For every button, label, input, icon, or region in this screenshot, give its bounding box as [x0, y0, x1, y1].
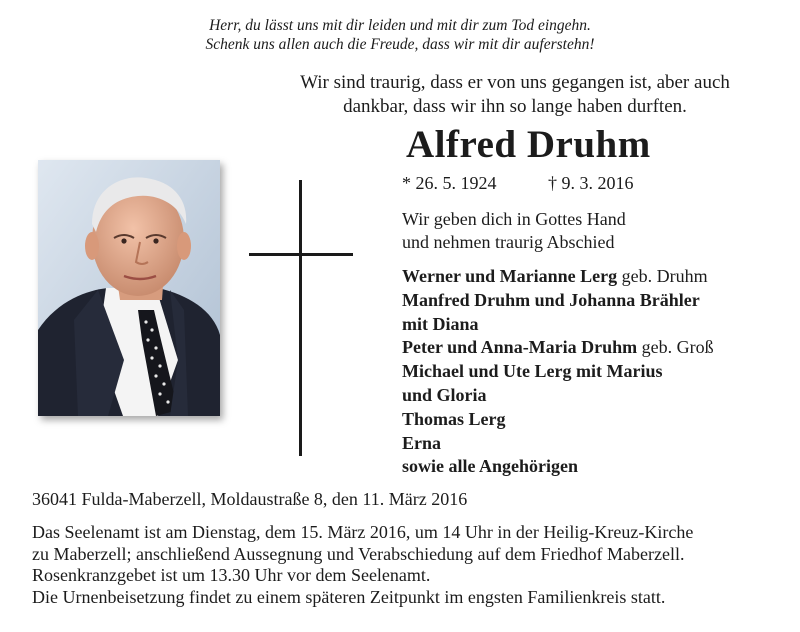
info-line-3: Rosenkranzgebet ist um 13.30 Uhr vor dem Seelenamt. — [32, 565, 431, 585]
mourner-row: Peter und Anna-Maria Druhm geb. Groß — [402, 337, 714, 358]
mourner-row: und Gloria — [402, 384, 487, 405]
mourner-row: mit Diana — [402, 313, 479, 334]
portrait-photo — [38, 160, 220, 416]
intro-line-1: Wir sind traurig, dass er von uns gegangen ist, aber auch — [300, 72, 730, 93]
verse-line-2: und nehmen traurig Abschied — [402, 232, 615, 252]
funeral-information — [32, 522, 782, 608]
info-line-2: zu Maberzell; anschließend Aussegnung und Verabschiedung auf dem Friedhof Maberzell. — [32, 543, 685, 564]
bible-quote — [0, 16, 800, 54]
intro-line-2: dankbar, dass wir ihn so lange haben durften. — [343, 96, 687, 117]
info-line-4: Die Urnenbeisetzung findet zu einem späteren Zeitpunkt im engsten Familienkreis statt. — [32, 586, 666, 607]
mourners-list — [402, 265, 714, 479]
mourner-row: Erna — [402, 432, 442, 453]
cross-horizontal-bar — [249, 253, 353, 256]
mourner-row: Werner und Marianne Lerg geb. Druhm — [402, 266, 708, 286]
deceased-name: Alfred Druhm — [406, 123, 651, 166]
mourner-row: Michael und Ute Lerg mit Marius — [402, 361, 663, 382]
info-line-1: Das Seelenamt ist am Dienstag, dem 15. März 2016, um 14 Uhr in der Heilig-Kreuz-Kirche — [32, 522, 694, 542]
quote-line-2: Schenk uns allen auch die Freude, dass wir mit dir auferstehn! — [205, 36, 595, 53]
mourner-row: sowie alle Angehörigen — [402, 456, 578, 477]
death-date: † 9. 3. 2016 — [548, 173, 634, 193]
verse-line-1: Wir geben dich in Gottes Hand — [402, 209, 626, 229]
mourner-row: Thomas Lerg — [402, 408, 506, 429]
quote-line-1: Herr, du lässt uns mit dir leiden und mit dir zum Tod eingehn. — [209, 17, 591, 34]
place-and-date: 36041 Fulda-Maberzell, Moldaustraße 8, den 11. März 2016 — [32, 489, 468, 509]
intro-text — [250, 71, 780, 119]
cross-vertical-bar — [299, 180, 302, 456]
mourner-row: Manfred Druhm und Johanna Brähler — [402, 289, 700, 310]
birth-date: * 26. 5. 1924 — [402, 173, 497, 193]
farewell-verse — [402, 208, 626, 254]
